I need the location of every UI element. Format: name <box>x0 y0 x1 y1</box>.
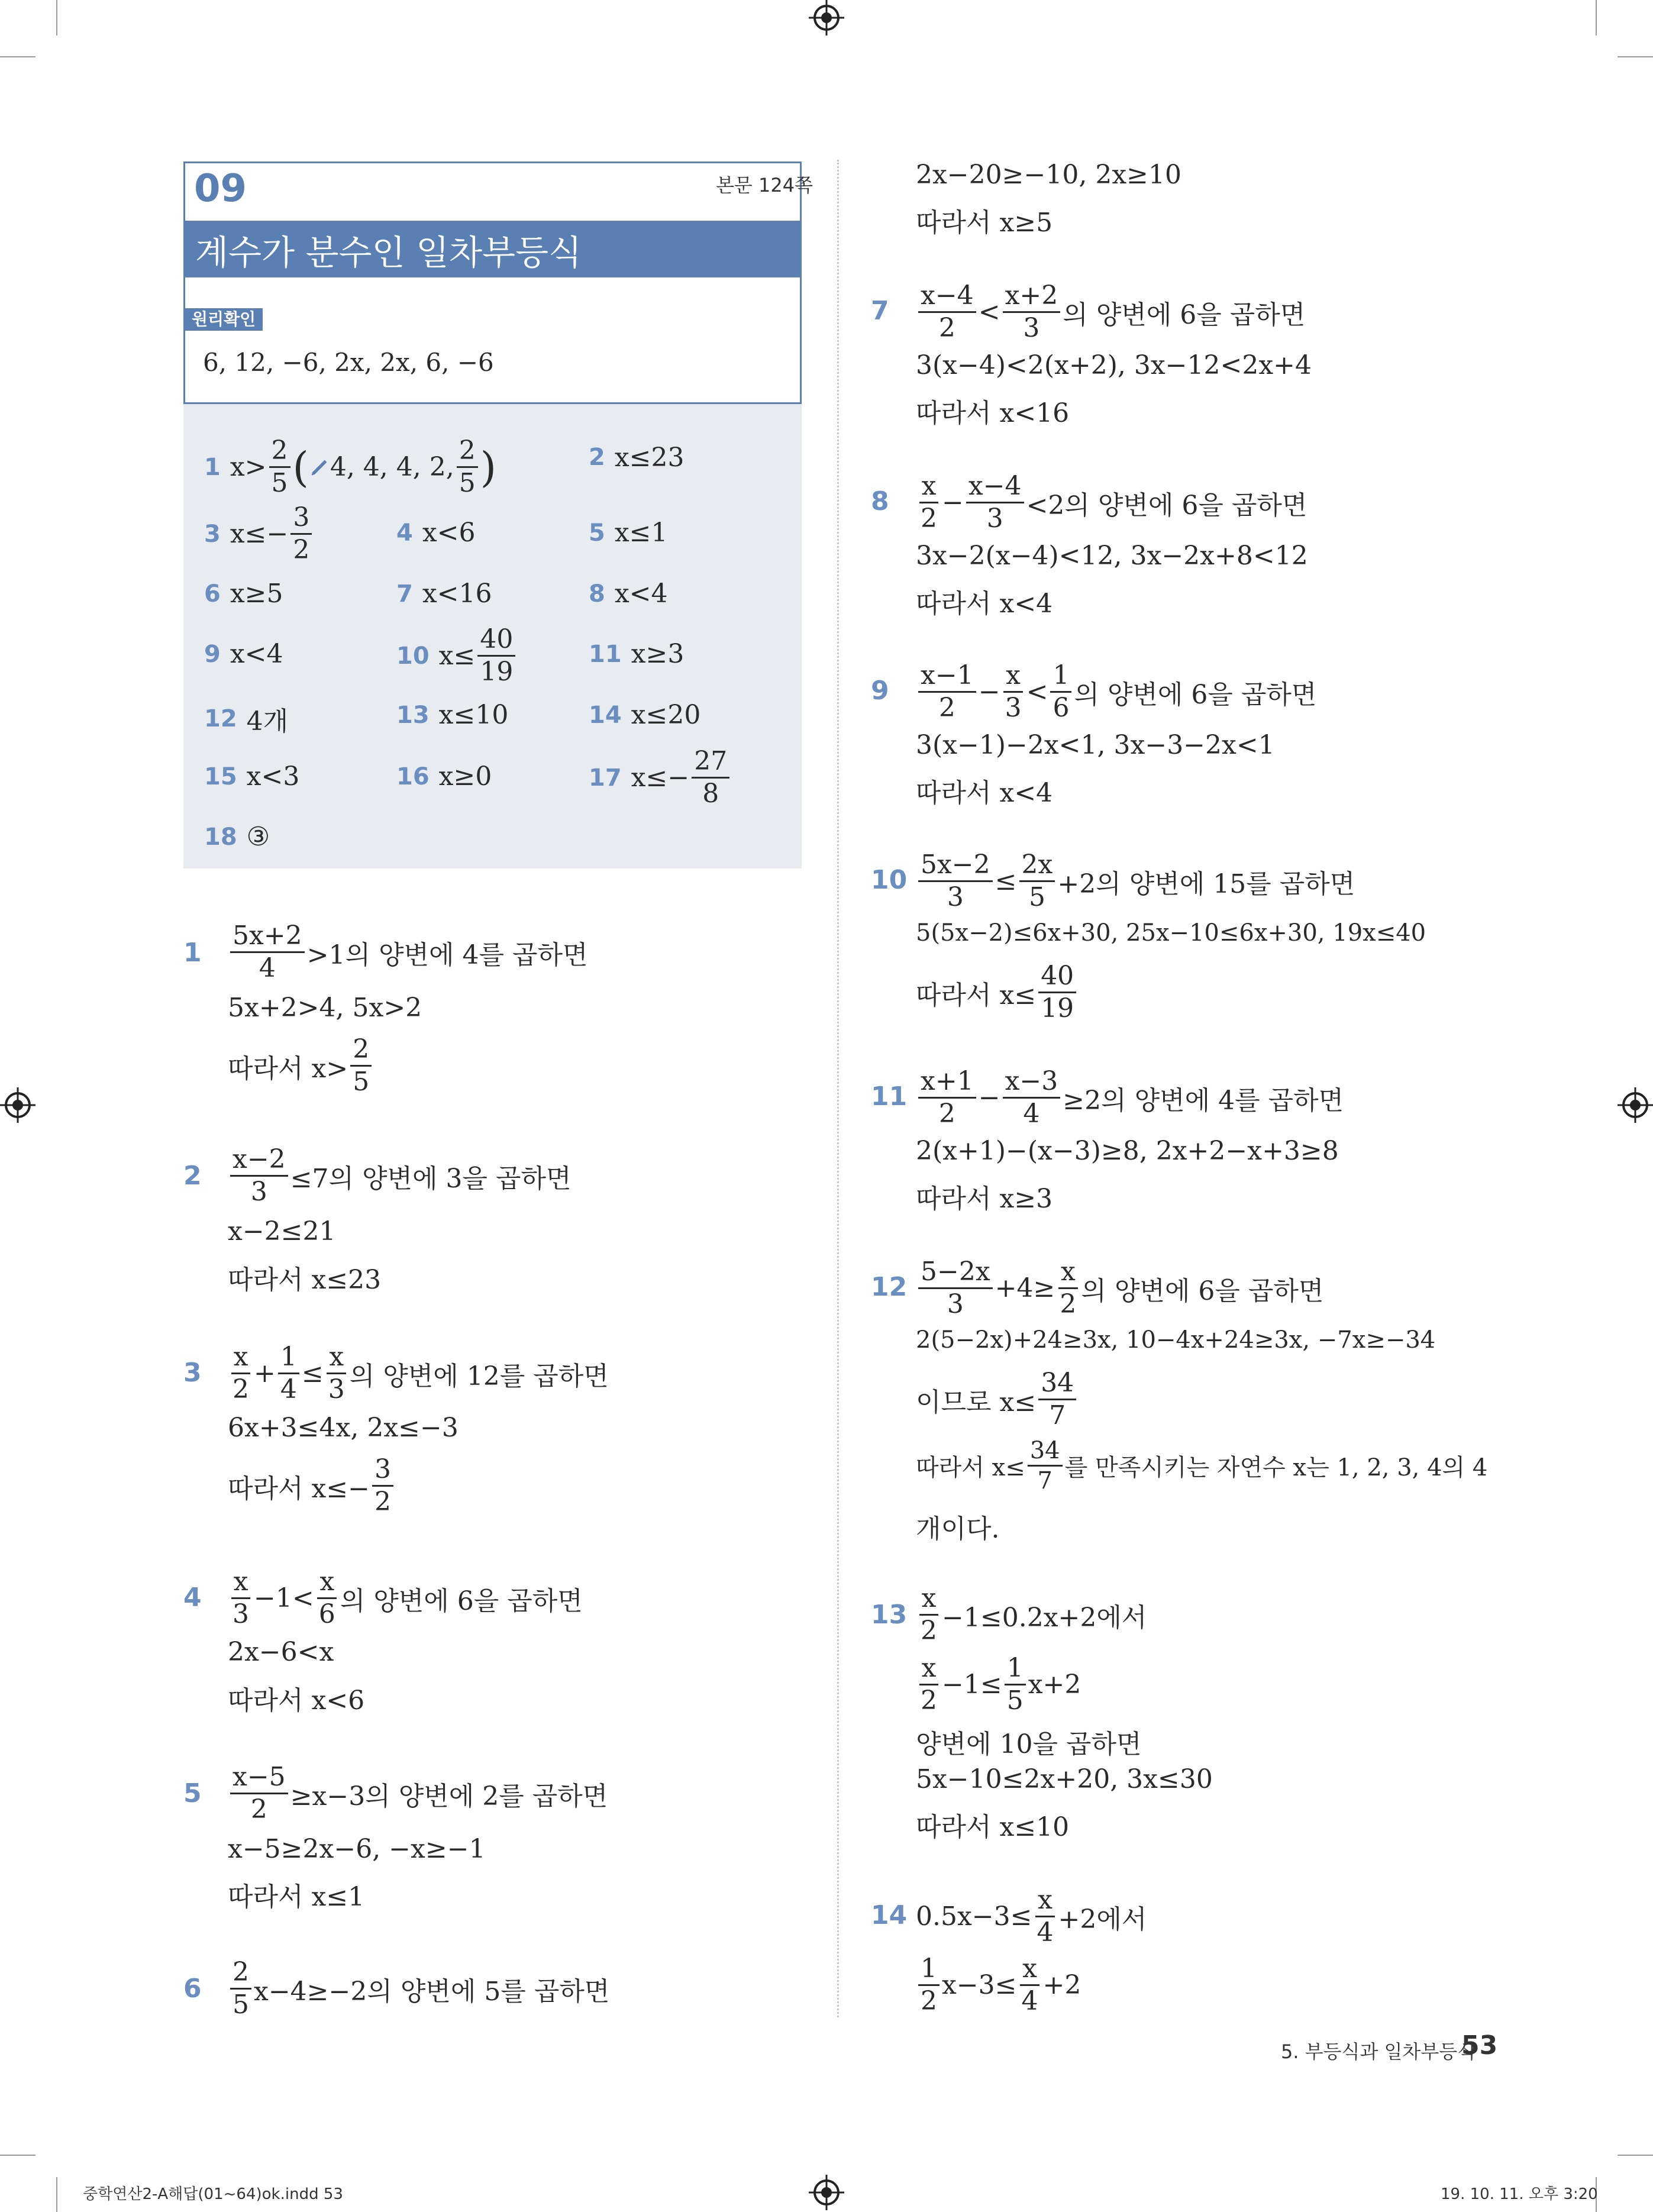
solution-text: 의 양변에 6을 곱하면 <box>1081 1275 1324 1306</box>
answer-number: 2 <box>589 444 605 471</box>
solution-text: 의 양변에 6을 곱하면 <box>1063 299 1306 330</box>
fraction-denominator: 5 <box>1028 882 1045 912</box>
solution-text: <2의 양변에 6을 곱하면 <box>1026 490 1307 521</box>
fraction-denominator: 19 <box>1041 993 1074 1023</box>
solution-text: x−4≥−2의 양변에 5를 곱하면 <box>254 1976 610 2007</box>
fraction-numerator: 27 <box>692 748 729 779</box>
fraction-denominator: 3 <box>233 1599 249 1629</box>
solution-5-line-2: x−5≥2x−6, −x≥−1 <box>228 1834 486 1864</box>
answer-text: x<4 <box>614 579 668 609</box>
solution-13-line-5: 따라서 x≤10 <box>916 1812 1070 1842</box>
fraction-denominator: 7 <box>1049 1400 1066 1430</box>
fraction-denominator: 2 <box>921 1685 937 1716</box>
answer-number: 6 <box>204 580 221 608</box>
fraction-numerator: x−4 <box>918 283 976 313</box>
solution-11-line-3: 따라서 x≥3 <box>916 1184 1053 1214</box>
fraction-denominator: 5 <box>353 1067 370 1097</box>
fraction-numerator: x−4 <box>966 473 1024 503</box>
solution-5-line-1 <box>228 1764 608 1823</box>
solution-2-line-2: x−2≤21 <box>228 1216 336 1247</box>
solution-text: −1< <box>254 1583 314 1613</box>
solution-number: 3 <box>183 1358 202 1388</box>
solution-12-line-1 <box>916 1259 1323 1317</box>
answer-hint: 4, 4, 4, 2, <box>330 452 454 482</box>
solution-text: ≥x−3의 양변에 2를 곱하면 <box>290 1781 608 1811</box>
fraction-numerator: x <box>919 473 939 503</box>
answer-15 <box>204 761 299 792</box>
solution-text: 따라서 x> <box>228 1053 348 1084</box>
fraction-numerator: 3 <box>290 505 312 535</box>
answer-number: 18 <box>204 823 237 851</box>
solution-13-line-1 <box>916 1585 1147 1644</box>
fraction-numerator: 2 <box>457 438 478 468</box>
answer-text: ③ <box>246 822 270 852</box>
fraction-denominator: 2 <box>921 1616 937 1646</box>
solution-8-line-2: 3x−2(x−4)<12, 3x−2x+8<12 <box>916 541 1308 571</box>
solution-number: 4 <box>183 1583 202 1613</box>
solution-3-line-3 <box>228 1454 396 1517</box>
answer-text: x<6 <box>422 518 476 548</box>
fraction-numerator: x+2 <box>1003 283 1061 313</box>
solution-11-line-1 <box>916 1068 1344 1127</box>
fraction-denominator: 6 <box>1053 693 1070 723</box>
solution-text: 따라서 x≤ <box>916 980 1037 1010</box>
solution-text: 를 만족시키는 자연수 x는 1, 2, 3, 4의 4 <box>1064 1454 1488 1481</box>
answer-text: x≤1 <box>614 518 668 548</box>
solution-text: +2 <box>1042 1970 1081 2000</box>
solution-1-line-1 <box>228 923 588 981</box>
solution-1-line-3 <box>228 1036 374 1095</box>
fraction-denominator: 4 <box>1021 1986 1038 2016</box>
print-slug-timestamp: 19. 10. 11. 오후 3:20 <box>1441 2185 1598 2203</box>
fraction-denominator: 2 <box>938 313 955 343</box>
solution-text: +2의 양변에 15를 곱하면 <box>1057 868 1355 899</box>
fraction-numerator: x−5 <box>230 1764 288 1794</box>
answer-number: 7 <box>396 580 413 608</box>
fraction-denominator: 3 <box>328 1374 345 1404</box>
fraction-denominator: 2 <box>921 503 937 534</box>
fraction-numerator: x <box>919 1655 939 1685</box>
fraction-numerator: x <box>231 1344 251 1374</box>
fraction-numerator: x <box>327 1344 346 1374</box>
answer-number: 1 <box>204 453 221 481</box>
fraction-denominator: 3 <box>986 503 1003 534</box>
solution-number: 12 <box>871 1272 908 1302</box>
fraction-numerator: 3 <box>372 1457 393 1487</box>
solution-number: 7 <box>871 296 889 326</box>
fraction-numerator: 2x <box>1019 852 1055 882</box>
pencil-icon <box>309 457 330 478</box>
solution-4-line-1 <box>228 1569 583 1627</box>
fraction-denominator: 3 <box>1005 693 1022 723</box>
solution-3-line-2: 6x+3≤4x, 2x≤−3 <box>228 1413 459 1443</box>
fraction-numerator: 1 <box>1050 663 1071 693</box>
answer-number: 16 <box>396 763 430 790</box>
solution-14-line-2 <box>916 1953 1081 2016</box>
fraction-denominator: 5 <box>233 1990 249 2020</box>
solution-text: ≤7의 양변에 3을 곱하면 <box>290 1163 572 1194</box>
solution-2-line-3: 따라서 x≤23 <box>228 1265 382 1295</box>
solution-text: 0.5x−3≤ <box>916 1901 1032 1932</box>
fraction-numerator: x <box>317 1569 337 1599</box>
answer-2 <box>589 443 685 472</box>
solution-text: + <box>254 1358 276 1388</box>
fraction-numerator: x−2 <box>230 1147 288 1177</box>
answer-text: x> <box>230 452 267 482</box>
fraction-denominator: 4 <box>1023 1099 1040 1129</box>
answer-1: 1 x> $\frac{2}{5}$ ( 4, 4, 4, 2, $\frac{2}{5}$ ) <box>204 435 497 498</box>
solution-text: − <box>942 487 964 518</box>
solution-13-line-3: 양변에 10을 곱하면 <box>916 1729 1142 1759</box>
fraction-numerator: 5x−2 <box>918 852 993 882</box>
answer-text: x≥0 <box>438 761 492 792</box>
solution-6-line-2: 2x−20≥−10, 2x≥10 <box>916 160 1182 190</box>
fraction-numerator: 40 <box>477 627 515 657</box>
solution-text: 따라서 x≤− <box>228 1473 370 1504</box>
answer-text: x≤23 <box>614 442 685 473</box>
fraction-denominator: 5 <box>271 468 288 498</box>
crop-mark <box>56 2177 57 2212</box>
answer-8 <box>589 579 668 609</box>
solution-number: 2 <box>183 1161 202 1191</box>
fraction-denominator: 3 <box>947 1289 964 1319</box>
answer-5 <box>589 518 668 548</box>
answer-text: x≥3 <box>631 639 685 669</box>
textbook-page-reference: 본문 124쪽 <box>716 174 813 196</box>
solution-12-line-2: 2(5−2x)+24≥3x, 10−4x+24≥3x, −7x≥−34 <box>916 1326 1436 1354</box>
answer-11 <box>589 639 684 669</box>
solution-7-line-1 <box>916 280 1306 343</box>
answer-text: x<4 <box>230 639 283 669</box>
registration-mark-icon <box>813 5 840 31</box>
solution-10-line-1 <box>916 852 1355 910</box>
fraction-denominator: 2 <box>250 1794 267 1825</box>
solution-number: 1 <box>183 938 202 968</box>
answer-17 <box>589 748 732 807</box>
solution-text: >1의 양변에 4를 곱하면 <box>306 939 588 970</box>
principle-check-answers: 6, 12, −6, 2x, 2x, 6, −6 <box>203 348 494 377</box>
answer-text: x≤ <box>438 641 476 671</box>
answer-number: 15 <box>204 763 237 790</box>
crop-mark <box>0 56 35 57</box>
solution-10-line-3 <box>916 963 1079 1022</box>
solution-text: x−3≤ <box>942 1970 1017 2000</box>
crop-mark <box>1618 2155 1653 2156</box>
fraction-numerator: 5x+2 <box>230 923 305 953</box>
section-title: 계수가 분수인 일차부등식 <box>195 232 582 273</box>
principle-check-badge: 원리확인 <box>185 308 263 331</box>
solution-14-line-1 <box>916 1887 1147 1946</box>
answer-3 <box>204 502 314 565</box>
fraction-denominator: 3 <box>1023 313 1040 343</box>
fraction-numerator: x−3 <box>1003 1068 1061 1099</box>
solution-text: < <box>1026 677 1048 707</box>
solution-8-line-3: 따라서 x<4 <box>916 589 1053 619</box>
fraction-numerator: 1 <box>1005 1655 1026 1685</box>
fraction-denominator: 2 <box>938 693 955 723</box>
solution-text: < <box>978 297 1000 327</box>
fraction-numerator: 1 <box>918 1956 940 1986</box>
solution-text: +2에서 <box>1058 1904 1147 1935</box>
answer-7 <box>396 579 492 609</box>
fraction-numerator: 40 <box>1038 963 1076 993</box>
footer-chapter-title: 5. 부등식과 일차부등식 <box>1281 2040 1476 2063</box>
page-number: 53 <box>1461 2030 1498 2061</box>
solution-12-line-5: 개이다. <box>916 1514 1000 1544</box>
answer-text: 4개 <box>246 706 289 737</box>
answer-number: 13 <box>396 701 430 729</box>
fraction-denominator: 4 <box>280 1374 297 1404</box>
solution-text: 의 양변에 6을 곱하면 <box>340 1585 583 1616</box>
answer-16 <box>396 761 492 792</box>
fraction-numerator: 34 <box>1038 1370 1076 1400</box>
registration-mark-icon <box>813 2179 840 2205</box>
answer-text: x<3 <box>246 761 300 792</box>
crop-mark <box>0 2155 35 2156</box>
fraction-numerator: x <box>1003 663 1023 693</box>
answer-number: 12 <box>204 705 237 732</box>
solution-text: ≤ <box>301 1358 324 1388</box>
fraction-denominator: 4 <box>1037 1917 1054 1948</box>
solution-number: 14 <box>871 1900 908 1930</box>
solution-4-line-3: 따라서 x<6 <box>228 1685 365 1716</box>
solution-number: 8 <box>871 486 889 516</box>
answer-number: 17 <box>589 764 622 792</box>
solution-number: 6 <box>183 1974 202 2004</box>
solution-12-line-3 <box>916 1370 1079 1429</box>
answer-6 <box>204 579 283 609</box>
answer-number: 5 <box>589 519 605 547</box>
column-divider <box>837 160 839 2017</box>
solution-9-line-3: 따라서 x<4 <box>916 778 1053 808</box>
fraction-denominator: 2 <box>233 1374 249 1404</box>
solution-number: 11 <box>871 1081 908 1112</box>
fraction-denominator: 7 <box>1037 1467 1053 1494</box>
answer-number: 10 <box>396 642 430 670</box>
solution-13-line-2 <box>916 1655 1081 1714</box>
fraction-denominator: 6 <box>318 1599 335 1629</box>
solution-5-line-3: 따라서 x≤1 <box>228 1882 365 1912</box>
section-number: 09 <box>194 167 247 211</box>
crop-mark <box>1596 0 1597 35</box>
solution-2-line-1 <box>228 1144 572 1207</box>
answer-text: x<16 <box>422 579 492 609</box>
fraction-numerator: 2 <box>350 1036 372 1067</box>
fraction-denominator: 5 <box>1006 1685 1024 1716</box>
solution-7-line-2: 3(x−4)<2(x+2), 3x−12<2x+4 <box>916 350 1312 380</box>
solution-text: ≥2의 양변에 4를 곱하면 <box>1063 1085 1344 1116</box>
answer-text: x≤− <box>631 763 690 793</box>
registration-mark-icon <box>5 1092 31 1118</box>
crop-mark <box>56 0 57 35</box>
fraction-numerator: x <box>919 1585 939 1616</box>
answer-text: x≤10 <box>438 700 509 730</box>
solution-text: x+2 <box>1028 1670 1081 1700</box>
fraction-numerator: x <box>1058 1259 1078 1289</box>
answer-number: 14 <box>589 701 622 729</box>
fraction-denominator: 2 <box>938 1099 955 1129</box>
solution-text: 의 양변에 12를 곱하면 <box>349 1361 609 1391</box>
registration-mark-icon <box>1622 1092 1648 1118</box>
answer-4 <box>396 518 476 548</box>
fraction-denominator: 2 <box>1060 1289 1077 1319</box>
fraction-numerator: x−1 <box>918 663 976 693</box>
solution-8-line-1 <box>916 473 1307 532</box>
solution-number: 13 <box>871 1600 908 1630</box>
solution-13-line-4: 5x−10≤2x+20, 3x≤30 <box>916 1764 1213 1794</box>
fraction-denominator: 5 <box>459 468 476 498</box>
solution-6-line-1 <box>228 1959 609 2018</box>
solution-number: 5 <box>183 1778 202 1809</box>
answer-13 <box>396 700 508 730</box>
fraction-numerator: x <box>1035 1887 1055 1917</box>
answer-text: x≤− <box>230 519 289 549</box>
answer-18 <box>204 822 270 852</box>
solution-text: +4≥ <box>995 1273 1055 1303</box>
solution-9-line-2: 3(x−1)−2x<1, 3x−3−2x<1 <box>916 730 1275 760</box>
fraction-denominator: 2 <box>374 1487 392 1517</box>
solution-text: 의 양변에 6을 곱하면 <box>1074 679 1317 710</box>
solution-1-line-2: 5x+2>4, 5x>2 <box>228 993 422 1023</box>
fraction-numerator: 2 <box>269 438 290 468</box>
solution-number: 10 <box>871 865 908 895</box>
fraction-numerator: 5−2x <box>918 1259 993 1289</box>
answer-text: x≤20 <box>631 700 701 730</box>
fraction-numerator: 34 <box>1028 1439 1063 1467</box>
print-slug-filename: 중학연산2-A해답(01~64)ok.indd 53 <box>83 2185 343 2203</box>
solution-12-line-4 <box>916 1439 1487 1493</box>
answer-number: 11 <box>589 640 622 668</box>
answer-9 <box>204 639 283 669</box>
answer-12 <box>204 700 288 738</box>
solution-3-line-1 <box>228 1344 609 1403</box>
fraction-denominator: 4 <box>259 953 276 983</box>
fraction-numerator: 1 <box>278 1344 299 1374</box>
solution-text: ≤ <box>995 866 1017 896</box>
fraction-numerator: 2 <box>230 1959 251 1990</box>
answer-key-panel <box>183 404 802 868</box>
fraction-denominator: 3 <box>250 1177 267 1207</box>
solution-6-line-3: 따라서 x≥5 <box>916 208 1053 238</box>
solution-text: −1≤0.2x+2에서 <box>942 1602 1147 1633</box>
answer-number: 4 <box>396 519 413 547</box>
fraction-numerator: x <box>231 1569 251 1599</box>
answer-number: 3 <box>204 520 221 548</box>
solution-10-line-2: 5(5x−2)≤6x+30, 25x−10≤6x+30, 19x≤40 <box>916 919 1426 947</box>
fraction-numerator: x <box>1020 1956 1039 1986</box>
fraction-denominator: 3 <box>947 882 964 912</box>
solution-9-line-1 <box>916 660 1317 723</box>
solution-4-line-2: 2x−6<x <box>228 1637 334 1667</box>
solution-text: 따라서 x≤ <box>916 1454 1025 1481</box>
solution-number: 9 <box>871 676 889 706</box>
solution-7-line-3: 따라서 x<16 <box>916 398 1070 428</box>
fraction-denominator: 2 <box>293 535 310 565</box>
fraction-denominator: 19 <box>480 657 514 687</box>
answer-10 <box>396 624 518 687</box>
fraction-numerator: x+1 <box>918 1068 976 1099</box>
fraction-denominator: 2 <box>921 1986 937 2016</box>
crop-mark <box>1618 56 1653 57</box>
answer-number: 8 <box>589 580 605 608</box>
solution-text: 이므로 x≤ <box>916 1387 1037 1417</box>
fraction-denominator: 8 <box>702 779 719 809</box>
answer-14 <box>589 700 700 730</box>
answer-text: x≥5 <box>230 579 283 609</box>
solution-text: −1≤ <box>942 1670 1002 1700</box>
solution-text: − <box>978 1083 1000 1113</box>
solution-11-line-2: 2(x+1)−(x−3)≥8, 2x+2−x+3≥8 <box>916 1136 1339 1166</box>
answer-number: 9 <box>204 640 221 668</box>
solution-text: − <box>978 677 1000 707</box>
